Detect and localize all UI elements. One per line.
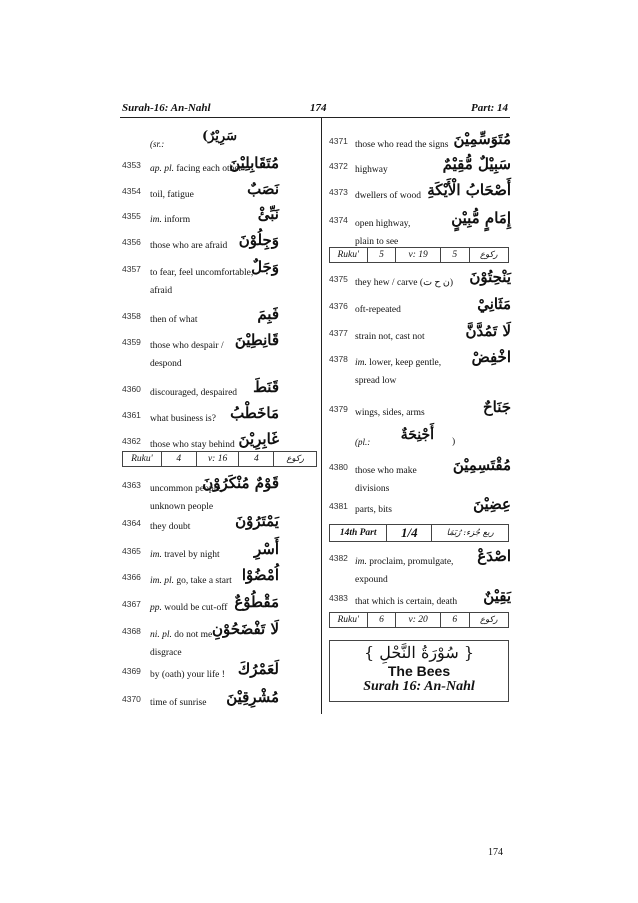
entry-grammar-tag: ap. pl. bbox=[150, 164, 175, 174]
entry-meaning bbox=[355, 404, 475, 422]
entry-arabic: عِضِيْنَ bbox=[473, 495, 511, 513]
header-page-number: 174 bbox=[310, 102, 327, 114]
entry-meaning bbox=[355, 501, 475, 519]
entry-arabic: مُقْتَسِمِيْنَ bbox=[452, 456, 511, 474]
entry-number: 4364 bbox=[122, 518, 141, 528]
entry-text: those who despair / bbox=[150, 341, 224, 351]
entry-text-cont: divisions bbox=[355, 484, 390, 494]
entry-number: 4359 bbox=[122, 337, 141, 347]
entry-text: inform bbox=[164, 215, 191, 225]
entry-number: 4376 bbox=[329, 301, 348, 311]
entry-grammar-tag: im. bbox=[355, 358, 367, 368]
entry-arabic: يَنْحِتُوْنَ bbox=[469, 268, 511, 286]
entry-text: do not me bbox=[174, 630, 213, 640]
ruku-a: 4 bbox=[162, 452, 197, 466]
entry-arabic: جَنَاحٌ bbox=[482, 398, 511, 416]
plural-note-close: ) bbox=[452, 437, 456, 447]
entry-number: 4367 bbox=[122, 599, 141, 609]
entry-number: 4383 bbox=[329, 593, 348, 603]
entry-meaning bbox=[355, 553, 475, 589]
entry-number: 4357 bbox=[122, 264, 141, 274]
page-header bbox=[122, 102, 508, 116]
part-fraction: 1/4 bbox=[387, 525, 432, 541]
entry-grammar-tag: pp. bbox=[150, 603, 162, 613]
surah-title-english: The Bees bbox=[387, 663, 451, 679]
entry-text: strain not, cast not bbox=[355, 332, 425, 342]
entry-text-cont: afraid bbox=[150, 286, 173, 296]
entry-text: dwellers of wood bbox=[355, 191, 421, 201]
entry-arabic: قَانِطِيْنَ bbox=[234, 331, 279, 349]
entry-number: 4366 bbox=[122, 572, 141, 582]
entry-number: 4379 bbox=[329, 404, 348, 414]
entry-text: facing each other bbox=[176, 164, 242, 174]
entry-text: they hew / carve bbox=[355, 278, 418, 288]
entry-number: 4371 bbox=[329, 136, 348, 146]
part-marker bbox=[329, 524, 509, 542]
entry-text: oft-repeated bbox=[355, 305, 401, 315]
entry-text: highway bbox=[355, 165, 388, 175]
entry-number: 4356 bbox=[122, 237, 141, 247]
entry-arabic: فَبِمَ bbox=[257, 305, 279, 323]
entry-grammar-tag: im. bbox=[355, 557, 367, 567]
entry-number: 4374 bbox=[329, 215, 348, 225]
ruku-b: 6 bbox=[441, 613, 470, 627]
entry-text: toil, fatigue bbox=[150, 190, 194, 200]
ruku-arabic: رکوع bbox=[480, 615, 498, 625]
entry-arabic: مُشْرِقِيْنَ bbox=[226, 688, 279, 706]
ruku-a: 6 bbox=[368, 613, 397, 627]
entry-arabic: مَثَانِيْ bbox=[477, 295, 511, 313]
plural-note-arabic: أَجْنِحَةٌ bbox=[400, 427, 434, 443]
entry-meaning bbox=[355, 328, 475, 346]
entry-number: 4358 bbox=[122, 311, 141, 321]
entry-text: they doubt bbox=[150, 522, 191, 532]
ruku-b: 4 bbox=[239, 452, 274, 466]
entry-arabic: اخْفِضْ bbox=[471, 348, 511, 366]
ruku-label: Ruku' bbox=[123, 452, 162, 466]
footer-page-number: 174 bbox=[488, 847, 503, 858]
entry-number: 4362 bbox=[122, 436, 141, 446]
entry-arabic: وَجَلٌ bbox=[251, 258, 279, 276]
entry-grammar-tag: im. bbox=[150, 215, 162, 225]
entry-arabic: يَقِيْنٌ bbox=[483, 587, 511, 605]
surah-title-name: Surah 16: An-Nahl bbox=[363, 679, 475, 694]
entry-text-cont: despond bbox=[150, 359, 182, 369]
surah-title-arabic: { سُوْرَةُ النَّحْلِ } bbox=[364, 643, 474, 662]
entry-arabic: يَمْتَرُوْنَ bbox=[235, 512, 279, 530]
entry-text: those who read the signs bbox=[355, 140, 449, 150]
entry-arabic: سَبِيْلٌ مُّقِيْمٌ bbox=[442, 155, 511, 173]
entry-arabic: اُمْضُوْا bbox=[241, 566, 279, 584]
entry-arabic: غَابِرِيْنَ bbox=[238, 430, 279, 448]
entry-number: 4365 bbox=[122, 546, 141, 556]
entry-text-cont: spread low bbox=[355, 376, 397, 386]
entry-arabic: نَصَبٌ bbox=[247, 180, 279, 198]
entry-root: (ن ح ت) bbox=[419, 278, 454, 288]
plural-note-label: (pl.: bbox=[355, 437, 371, 447]
entry-meaning bbox=[355, 274, 475, 292]
column-divider bbox=[321, 118, 322, 714]
entry-arabic: وَجِلُوْنَ bbox=[238, 231, 279, 249]
entry-arabic: لَا تَمُدَّنَّ bbox=[465, 322, 511, 340]
entry-text: discouraged, despaired bbox=[150, 388, 238, 398]
entry-text: travel by night bbox=[164, 550, 220, 560]
entry-text: to fear, feel uncomfortable, bbox=[150, 268, 254, 278]
entry-text: wings, sides, arms bbox=[355, 408, 425, 418]
header-surah: Surah-16: An-Nahl bbox=[122, 102, 211, 114]
entry-arabic: مُتَوَسِّمِيْنَ bbox=[453, 130, 511, 148]
entry-number: 4355 bbox=[122, 211, 141, 221]
entry-text: those who are afraid bbox=[150, 241, 228, 251]
entry-number: 4361 bbox=[122, 410, 141, 420]
entry-text: uncommon people, bbox=[150, 484, 223, 494]
entry-number: 4363 bbox=[122, 480, 141, 490]
entry-number: 4381 bbox=[329, 501, 348, 511]
entry-meaning bbox=[355, 354, 475, 390]
entry-text: parts, bits bbox=[355, 505, 392, 515]
entry-text: what business is? bbox=[150, 414, 216, 424]
entry-arabic: أَسْرِ bbox=[253, 540, 279, 558]
header-part: Part: 14 bbox=[471, 102, 508, 114]
entry-arabic: لَا تَفْضَحُوْنِ bbox=[212, 620, 279, 638]
entry-number: 4370 bbox=[122, 694, 141, 704]
entry-number: 4382 bbox=[329, 553, 348, 563]
entry-text: go, take a start bbox=[176, 576, 232, 586]
entry-arabic: مَقْطُوْعٌ bbox=[234, 593, 279, 611]
entry-text: proclaim, promulgate, bbox=[369, 557, 454, 567]
entry-text: those who make bbox=[355, 466, 417, 476]
ruku-v: v: 16 bbox=[197, 452, 240, 466]
entry-number: 4368 bbox=[122, 626, 141, 636]
entry-arabic: قَوْمٌ مُنْكَرُوْنَ bbox=[202, 474, 279, 492]
entry-text-cont: plain to see bbox=[355, 237, 399, 247]
ruku-label: Ruku' bbox=[330, 613, 368, 627]
entry-meaning bbox=[355, 301, 475, 319]
entry-text-cont: disgrace bbox=[150, 648, 182, 658]
part-label: 14th Part bbox=[330, 525, 387, 541]
ruku-v: v: 19 bbox=[396, 248, 441, 262]
singular-note-label: (sr.: bbox=[150, 139, 165, 149]
ruku-marker bbox=[329, 247, 509, 263]
ruku-label: Ruku' bbox=[330, 248, 368, 262]
entry-number: 4360 bbox=[122, 384, 141, 394]
entry-text-cont: unknown people bbox=[150, 502, 214, 512]
entry-arabic: لَعَمْرُكَ bbox=[237, 660, 279, 678]
entry-arabic: نَبِّئْ bbox=[257, 205, 279, 223]
entry-meaning bbox=[355, 593, 475, 611]
entry-number: 4377 bbox=[329, 328, 348, 338]
entry-grammar-tag: im. bbox=[150, 550, 162, 560]
entry-number: 4372 bbox=[329, 161, 348, 171]
entry-arabic: مَاخَطْبُ bbox=[230, 404, 279, 422]
entry-text-cont: expound bbox=[355, 575, 388, 585]
surah-title-box bbox=[329, 640, 509, 702]
entry-text: time of sunrise bbox=[150, 698, 207, 708]
entry-arabic: إِمَامٍ مُّبِيْنٍ bbox=[451, 209, 511, 227]
ruku-b: 5 bbox=[441, 248, 470, 262]
part-arabic: ربع جُزء: رُبَمَا bbox=[446, 528, 494, 538]
ruku-marker bbox=[122, 451, 317, 467]
entry-number: 4375 bbox=[329, 274, 348, 284]
ruku-v: v: 20 bbox=[396, 613, 441, 627]
ruku-arabic: رکوع bbox=[286, 454, 305, 464]
entry-text: those who stay behind bbox=[150, 440, 235, 450]
entry-number: 4380 bbox=[329, 462, 348, 472]
entry-number: 4353 bbox=[122, 160, 141, 170]
entry-number: 4373 bbox=[329, 187, 348, 197]
entry-text: that which is certain, death bbox=[355, 597, 458, 607]
entry-text: lower, keep gentle, bbox=[369, 358, 442, 368]
entry-text: by (oath) your life ! bbox=[150, 670, 225, 680]
entry-number: 4354 bbox=[122, 186, 141, 196]
entry-arabic: مُتَقَابِلِيْنَ bbox=[229, 154, 279, 172]
entry-grammar-tag: im. pl. bbox=[150, 576, 175, 586]
entry-text: open highway, bbox=[355, 219, 411, 229]
entry-arabic: قَنَطَ bbox=[253, 378, 279, 396]
entry-number: 4378 bbox=[329, 354, 348, 364]
entry-text: would be cut-off bbox=[164, 603, 228, 613]
ruku-a: 5 bbox=[368, 248, 397, 262]
entry-arabic: اصْدَعْ bbox=[477, 547, 511, 565]
ruku-arabic: رکوع bbox=[480, 250, 498, 260]
entry-grammar-tag: ni. pl. bbox=[150, 630, 172, 640]
ruku-marker bbox=[329, 612, 509, 628]
entry-number: 4369 bbox=[122, 666, 141, 676]
entry-text: then of what bbox=[150, 315, 198, 325]
header-rule bbox=[120, 117, 510, 118]
singular-note-arabic: سَرِيْرٌ) bbox=[201, 129, 237, 144]
entry-arabic: أَصْحَابُ الْأَيْكَةِ bbox=[427, 181, 511, 199]
